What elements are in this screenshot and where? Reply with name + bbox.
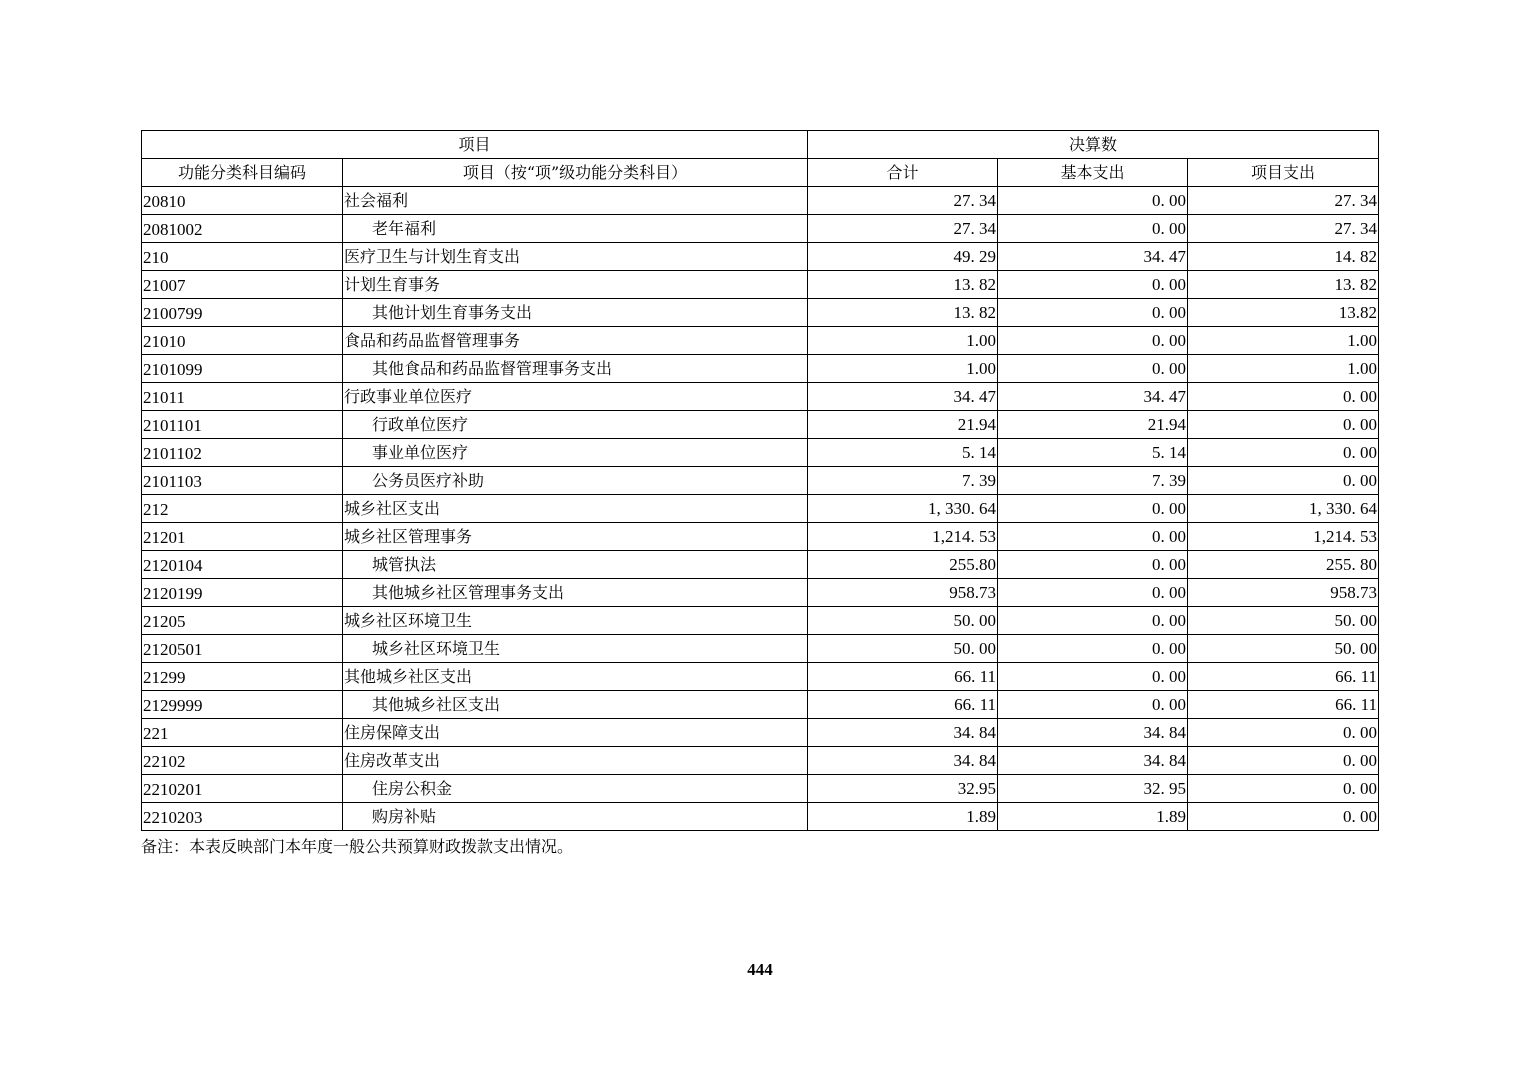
cell-code: 2120199 [142, 579, 343, 607]
cell-project: 27. 34 [1188, 215, 1379, 243]
header-basic: 基本支出 [998, 159, 1188, 187]
cell-project: 1,214. 53 [1188, 523, 1379, 551]
cell-project: 0. 00 [1188, 467, 1379, 495]
header-amount-group: 决算数 [808, 131, 1379, 159]
table-body [142, 187, 1379, 831]
table-row [142, 635, 1379, 663]
table-row [142, 523, 1379, 551]
cell-project: 50. 00 [1188, 607, 1379, 635]
cell-total: 34. 84 [808, 747, 998, 775]
cell-basic: 34. 47 [998, 383, 1188, 411]
cell-basic: 0. 00 [998, 579, 1188, 607]
header-project: 项目支出 [1188, 159, 1379, 187]
cell-name: 食品和药品监督管理事务 [343, 327, 808, 355]
cell-basic: 34. 84 [998, 747, 1188, 775]
table-row [142, 775, 1379, 803]
cell-basic: 0. 00 [998, 271, 1188, 299]
cell-project: 0. 00 [1188, 439, 1379, 467]
cell-code: 2101102 [142, 439, 343, 467]
header-code: 功能分类科目编码 [142, 159, 343, 187]
expenditure-table [141, 130, 1379, 831]
cell-name: 其他食品和药品监督管理事务支出 [343, 355, 808, 383]
cell-basic: 34. 84 [998, 719, 1188, 747]
cell-project: 14. 82 [1188, 243, 1379, 271]
page-number: 444 [747, 960, 773, 979]
table-row [142, 719, 1379, 747]
table-row [142, 663, 1379, 691]
header-name: 项目（按“项”级功能分类科目） [343, 159, 808, 187]
cell-project: 50. 00 [1188, 635, 1379, 663]
table-row [142, 355, 1379, 383]
cell-basic: 0. 00 [998, 327, 1188, 355]
cell-basic: 34. 47 [998, 243, 1188, 271]
cell-name: 住房改革支出 [343, 747, 808, 775]
cell-project: 1, 330. 64 [1188, 495, 1379, 523]
cell-code: 2210201 [142, 775, 343, 803]
table-row [142, 271, 1379, 299]
table-row [142, 607, 1379, 635]
cell-total: 7. 39 [808, 467, 998, 495]
header-column-row [142, 159, 1379, 187]
table-row [142, 243, 1379, 271]
table-row [142, 551, 1379, 579]
cell-basic: 0. 00 [998, 663, 1188, 691]
cell-basic: 0. 00 [998, 635, 1188, 663]
cell-basic: 7. 39 [998, 467, 1188, 495]
cell-code: 2210203 [142, 803, 343, 831]
cell-code: 21011 [142, 383, 343, 411]
cell-total: 50. 00 [808, 607, 998, 635]
cell-basic: 5. 14 [998, 439, 1188, 467]
cell-code: 21010 [142, 327, 343, 355]
cell-name: 行政单位医疗 [343, 411, 808, 439]
table-row [142, 747, 1379, 775]
cell-total: 50. 00 [808, 635, 998, 663]
cell-total: 5. 14 [808, 439, 998, 467]
cell-total: 27. 34 [808, 187, 998, 215]
cell-code: 2100799 [142, 299, 343, 327]
cell-code: 22102 [142, 747, 343, 775]
cell-code: 21205 [142, 607, 343, 635]
cell-basic: 1.89 [998, 803, 1188, 831]
cell-code: 2120104 [142, 551, 343, 579]
table-row [142, 495, 1379, 523]
cell-name: 其他城乡社区支出 [343, 663, 808, 691]
cell-total: 49. 29 [808, 243, 998, 271]
cell-code: 2120501 [142, 635, 343, 663]
cell-project: 66. 11 [1188, 663, 1379, 691]
table-row [142, 467, 1379, 495]
cell-code: 20810 [142, 187, 343, 215]
cell-name: 公务员医疗补助 [343, 467, 808, 495]
header-group-row [142, 131, 1379, 159]
cell-basic: 0. 00 [998, 551, 1188, 579]
cell-name: 城乡社区环境卫生 [343, 635, 808, 663]
cell-project: 0. 00 [1188, 775, 1379, 803]
cell-name: 购房补贴 [343, 803, 808, 831]
cell-basic: 0. 00 [998, 299, 1188, 327]
cell-name: 其他城乡社区支出 [343, 691, 808, 719]
cell-basic: 0. 00 [998, 691, 1188, 719]
cell-total: 255.80 [808, 551, 998, 579]
cell-total: 32.95 [808, 775, 998, 803]
cell-name: 城乡社区支出 [343, 495, 808, 523]
cell-project: 255. 80 [1188, 551, 1379, 579]
cell-name: 住房保障支出 [343, 719, 808, 747]
table-row [142, 691, 1379, 719]
table-row [142, 439, 1379, 467]
cell-basic: 32. 95 [998, 775, 1188, 803]
cell-project: 958.73 [1188, 579, 1379, 607]
cell-total: 1,214. 53 [808, 523, 998, 551]
cell-name: 城乡社区环境卫生 [343, 607, 808, 635]
cell-total: 34. 47 [808, 383, 998, 411]
cell-basic: 0. 00 [998, 495, 1188, 523]
cell-code: 2101103 [142, 467, 343, 495]
cell-basic: 0. 00 [998, 523, 1188, 551]
cell-total: 1.00 [808, 327, 998, 355]
cell-name: 城乡社区管理事务 [343, 523, 808, 551]
cell-total: 21.94 [808, 411, 998, 439]
cell-basic: 0. 00 [998, 215, 1188, 243]
cell-basic: 0. 00 [998, 187, 1188, 215]
cell-code: 21299 [142, 663, 343, 691]
cell-project: 27. 34 [1188, 187, 1379, 215]
table-row [142, 411, 1379, 439]
cell-project: 66. 11 [1188, 691, 1379, 719]
cell-code: 2081002 [142, 215, 343, 243]
cell-total: 66. 11 [808, 691, 998, 719]
cell-code: 21007 [142, 271, 343, 299]
cell-name: 老年福利 [343, 215, 808, 243]
table-row [142, 299, 1379, 327]
cell-name: 其他计划生育事务支出 [343, 299, 808, 327]
cell-name: 医疗卫生与计划生育支出 [343, 243, 808, 271]
cell-project: 1.00 [1188, 327, 1379, 355]
table-row [142, 383, 1379, 411]
cell-project: 0. 00 [1188, 719, 1379, 747]
cell-name: 其他城乡社区管理事务支出 [343, 579, 808, 607]
cell-name: 城管执法 [343, 551, 808, 579]
cell-name: 住房公积金 [343, 775, 808, 803]
table-header [142, 131, 1379, 187]
cell-name: 事业单位医疗 [343, 439, 808, 467]
cell-total: 27. 34 [808, 215, 998, 243]
cell-project: 0. 00 [1188, 383, 1379, 411]
cell-total: 1.00 [808, 355, 998, 383]
cell-project: 0. 00 [1188, 803, 1379, 831]
cell-code: 210 [142, 243, 343, 271]
cell-project: 13. 82 [1188, 271, 1379, 299]
header-total: 合计 [808, 159, 998, 187]
cell-code: 221 [142, 719, 343, 747]
cell-basic: 0. 00 [998, 607, 1188, 635]
cell-project: 13.82 [1188, 299, 1379, 327]
cell-code: 212 [142, 495, 343, 523]
cell-code: 2101101 [142, 411, 343, 439]
cell-basic: 0. 00 [998, 355, 1188, 383]
table-row [142, 579, 1379, 607]
cell-code: 2129999 [142, 691, 343, 719]
cell-project: 0. 00 [1188, 411, 1379, 439]
cell-name: 社会福利 [343, 187, 808, 215]
cell-total: 66. 11 [808, 663, 998, 691]
table-row [142, 803, 1379, 831]
cell-code: 2101099 [142, 355, 343, 383]
cell-total: 1, 330. 64 [808, 495, 998, 523]
cell-basic: 21.94 [998, 411, 1188, 439]
cell-total: 1.89 [808, 803, 998, 831]
cell-name: 计划生育事务 [343, 271, 808, 299]
table-row [142, 187, 1379, 215]
table-row [142, 327, 1379, 355]
cell-total: 34. 84 [808, 719, 998, 747]
cell-name: 行政事业单位医疗 [343, 383, 808, 411]
cell-total: 958.73 [808, 579, 998, 607]
table-row [142, 215, 1379, 243]
cell-project: 1.00 [1188, 355, 1379, 383]
cell-total: 13. 82 [808, 271, 998, 299]
expenditure-table-container [141, 130, 1378, 831]
table-note: 备注：本表反映部门本年度一般公共预算财政拨款支出情况。 [141, 837, 574, 856]
cell-project: 0. 00 [1188, 747, 1379, 775]
cell-total: 13. 82 [808, 299, 998, 327]
header-item-group: 项目 [142, 131, 808, 159]
cell-code: 21201 [142, 523, 343, 551]
